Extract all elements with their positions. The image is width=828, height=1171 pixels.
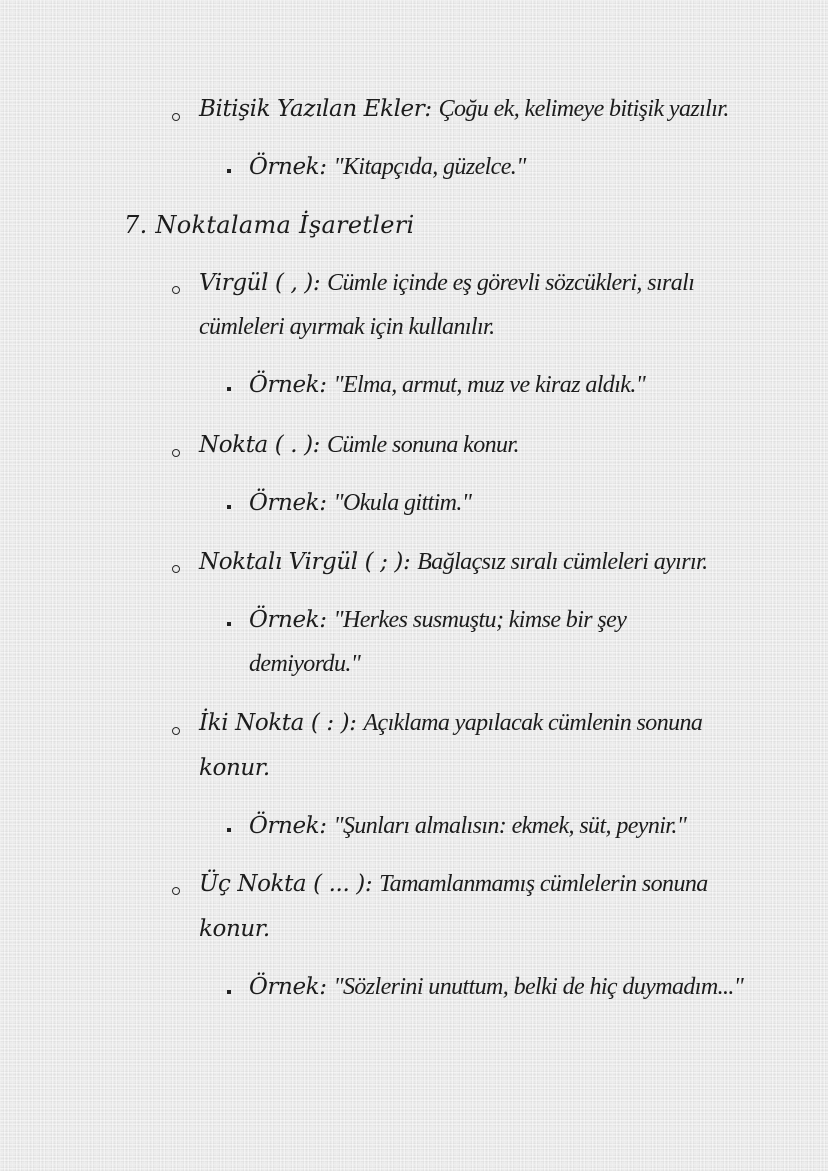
- circle-bullet-icon: [172, 565, 180, 573]
- list-item-uc-nokta: [199, 869, 708, 899]
- list-item-noktali-virgul: [199, 547, 708, 577]
- example-uc-nokta: [249, 972, 743, 1002]
- example-text: "Şunları almalısın: ekmek, süt, peynir.": [333, 813, 687, 839]
- list-item-iki-nokta: [199, 708, 702, 738]
- item-text-continued: konur.: [199, 916, 270, 942]
- square-bullet-icon: [227, 169, 231, 173]
- item-text: Çoğu ek, kelimeye bitişik yazılır.: [438, 96, 729, 122]
- example-text: "Elma, armut, muz ve kiraz aldık.": [333, 372, 646, 398]
- item-text: Bağlaçsız sıralı cümleleri ayırır.: [417, 549, 708, 575]
- example-label: Örnek:: [249, 607, 327, 633]
- example-text: "Okula gittim.": [333, 490, 472, 516]
- example-noktali-virgul: [249, 605, 626, 635]
- item-text: Cümle sonuna konur.: [326, 432, 519, 458]
- circle-bullet-icon: [172, 449, 180, 457]
- example-label: Örnek:: [249, 490, 327, 516]
- circle-bullet-icon: [172, 286, 180, 294]
- example-label: Örnek:: [249, 154, 327, 180]
- item-label: Nokta ( . ):: [199, 432, 321, 458]
- square-bullet-icon: [227, 990, 231, 994]
- square-bullet-icon: [227, 828, 231, 832]
- example-virgul: [249, 370, 645, 400]
- example-text: "Kitapçıda, güzelce.": [333, 154, 526, 180]
- list-item-virgul: [199, 268, 694, 298]
- item-text-continued: konur.: [199, 755, 270, 781]
- example-nokta: [249, 488, 471, 518]
- list-item-nokta: [199, 430, 519, 460]
- circle-bullet-icon: [172, 887, 180, 895]
- item-label: İki Nokta ( : ):: [199, 710, 357, 736]
- square-bullet-icon: [227, 387, 231, 391]
- item-text: Tamamlanmamış cümlelerin sonuna: [379, 871, 708, 897]
- item-label: Üç Nokta ( ... ):: [199, 871, 373, 897]
- item-text: Açıklama yapılacak cümlenin sonuna: [363, 710, 703, 736]
- example-label: Örnek:: [249, 372, 327, 398]
- list-item-bitisik: [199, 94, 729, 124]
- item-label: Bitişik Yazılan Ekler:: [199, 96, 432, 122]
- example-text-continued: demiyordu.": [249, 651, 361, 677]
- example-text: "Sözlerini unuttum, belki de hiç duymadım...": [333, 974, 744, 1000]
- square-bullet-icon: [227, 505, 231, 509]
- item-label: Noktalı Virgül ( ; ):: [199, 549, 411, 575]
- section-heading: 7. Noktalama İşaretleri: [124, 211, 415, 239]
- example-label: Örnek:: [249, 974, 327, 1000]
- item-label: Virgül ( , ):: [199, 270, 321, 296]
- example-bitisik: [249, 152, 526, 182]
- circle-bullet-icon: [172, 113, 180, 121]
- item-text: Cümle içinde eş görevli sözcükleri, sıralı: [327, 270, 695, 296]
- example-text: "Herkes susmuştu; kimse bir şey: [333, 607, 627, 633]
- square-bullet-icon: [227, 622, 231, 626]
- example-label: Örnek:: [249, 813, 327, 839]
- example-iki-nokta: [249, 811, 686, 841]
- item-text-continued: cümleleri ayırmak için kullanılır.: [199, 314, 495, 340]
- circle-bullet-icon: [172, 727, 180, 735]
